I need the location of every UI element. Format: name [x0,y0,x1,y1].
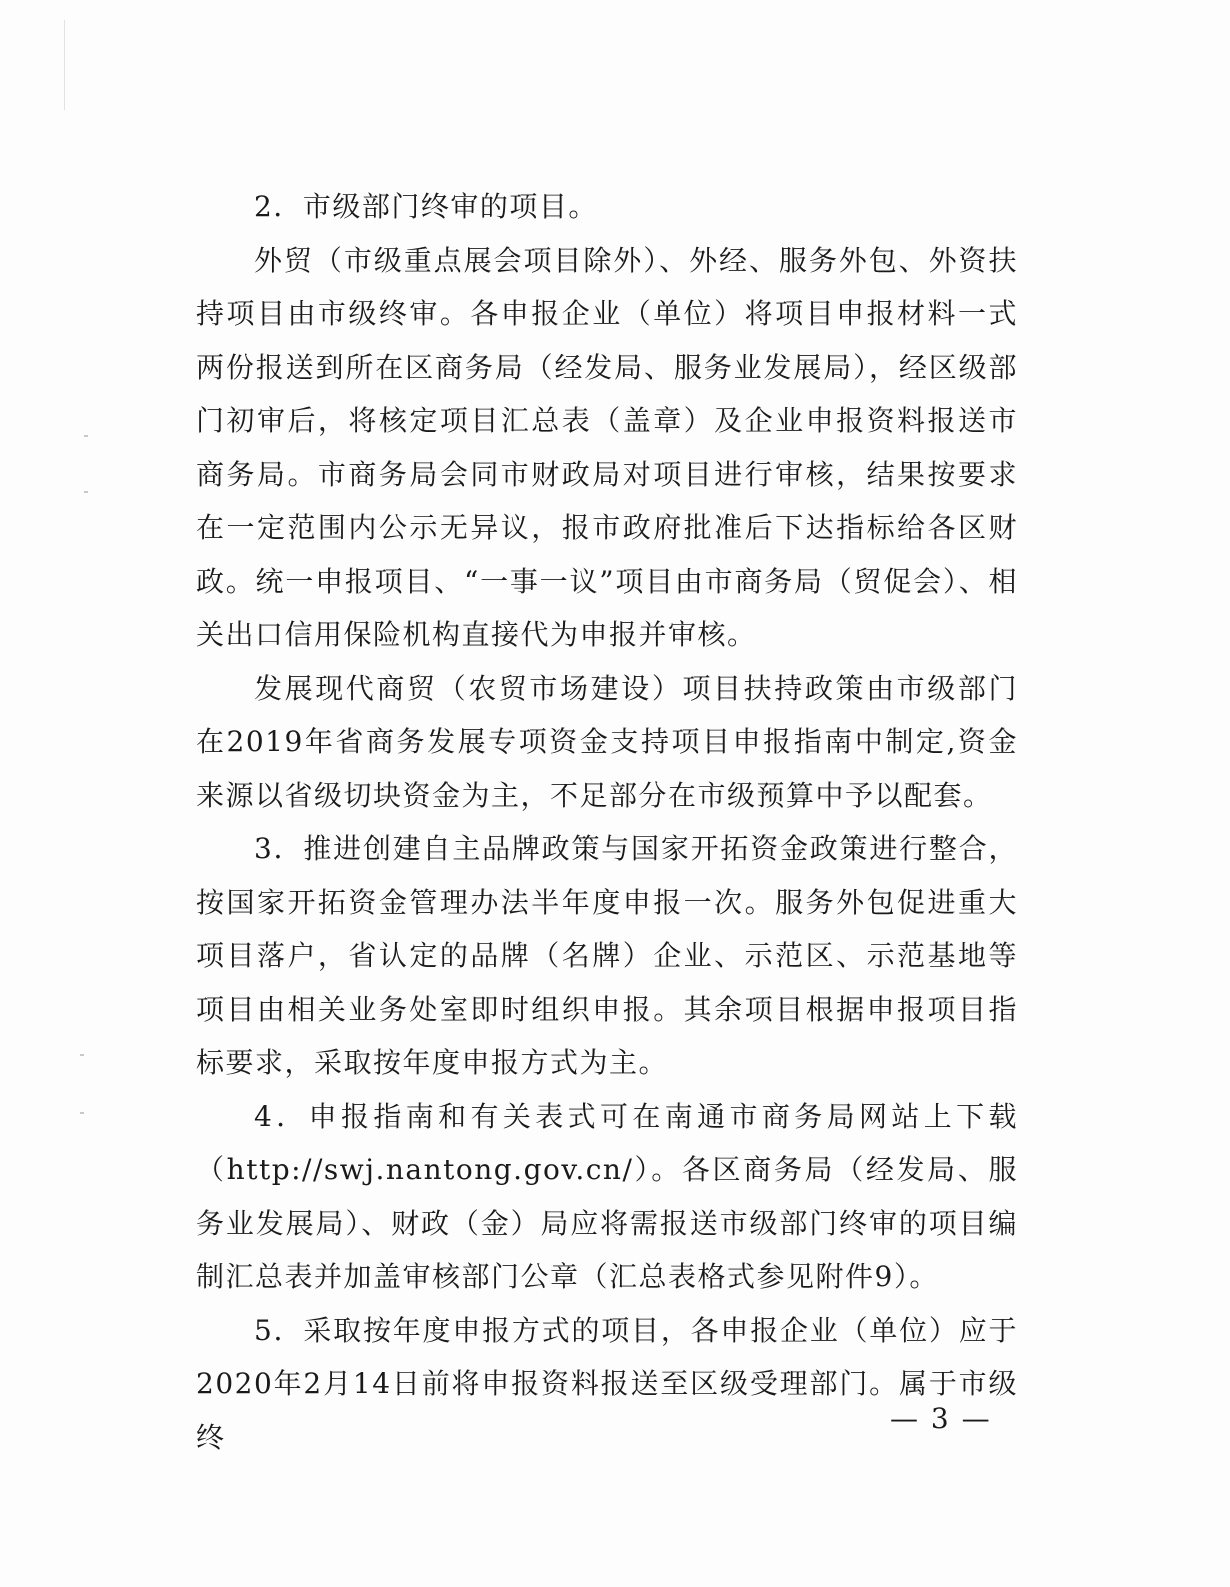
paragraph-modern-commerce: 发展现代商贸（农贸市场建设）项目扶持政策由市级部门在2019年省商务发展专项资金支持项目申报指南中制定,资金来源以省级切块资金为主，不足部分在市级预算中予以配套。 [196,671,1018,812]
paragraph-section-2-heading: 2．市级部门终审的项目。 [254,190,598,223]
scan-dot [84,435,88,437]
paragraph-section-3: 3．推进创建自主品牌政策与国家开拓资金政策进行整合，按国家开拓资金管理办法半年度申报一次。服务外包促进重大项目落户，省认定的品牌（名牌）企业、示范区、示范基地等项目由相关业务处室即时组织申报。其余项目根据申报项目指标要求，采取按年度申报方式为主。 [196,832,1018,1079]
paragraph-section-5: 5．采取按年度申报方式的项目，各申报企业（单位）应于2020年2月14日前将申报资料报送至区级受理部门。属于市级终 [196,1313,1018,1454]
scan-edge-line [64,20,65,110]
scan-dot [80,1054,84,1056]
scan-dot [80,1112,84,1114]
paragraph-section-4: 4．申报指南和有关表式可在南通市商务局网站上下载（http://swj.nantong.gov.cn/）。各区商务局（经发局、服务业发展局）、财政（金）局应将需报送市级部门终审的项目编制汇总表并加盖审核部门公章（汇总表格式参见附件9）。 [196,1099,1018,1293]
page-number: — 3 — [890,1402,992,1435]
document-body [196,180,1018,1464]
paragraph-foreign-trade: 外贸（市级重点展会项目除外）、外经、服务外包、外资扶持项目由市级终审。各申报企业（单位）将项目申报材料一式两份报送到所在区商务局（经发局、服务业发展局），经区级部门初审后，将核定项目汇总表（盖章）及企业申报资料报送市商务局。市商务局会同市财政局对项目进行审核，结果按要求在一定范围内公示无异议，报市政府批准后下达指标给各区财政。统一申报项目、“一事一议”项目由市商务局（贸促会）、相关出口信用保险机构直接代为申报并审核。 [196,243,1018,651]
scan-dot [84,491,88,493]
